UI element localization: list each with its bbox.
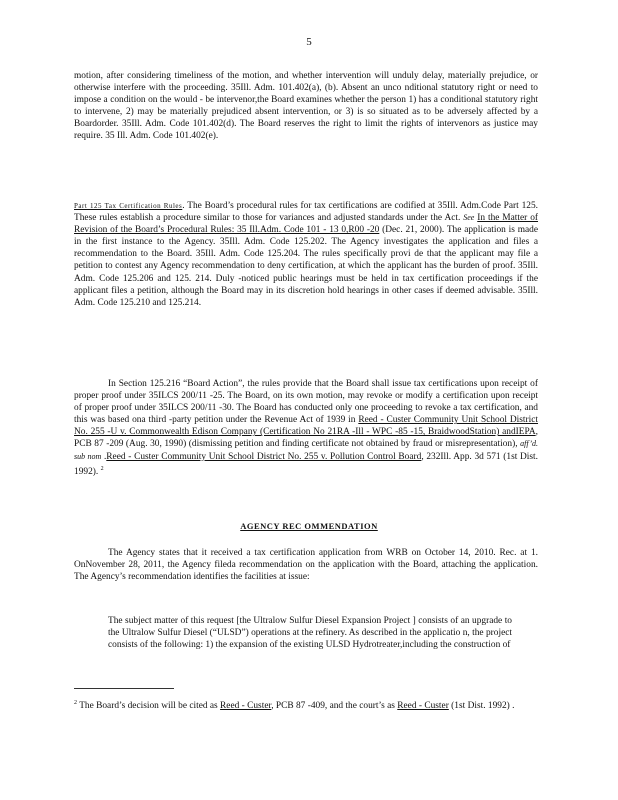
footnote: [74, 697, 538, 712]
paragraph-intervention: [74, 70, 538, 143]
section-heading-agency-recommendation: [0, 521, 618, 531]
paragraph-text: motion, after considering timeliness of the motion, and whether intervention will unduly delay, materially prejudice, or otherwise interfere with the proceeding. 35Ill. Adm. 101.402(a), (b). Absent an unco nditional statutory right or need to impose a condition on the would - be intervenor,the Board examines whether the person 1) has a conditional statutory right to intervene, 2) may be materially prejudiced absent intervention, or 3) is so situated as to be adversely affected by a Boardorder. 35Ill. Adm. Code 101.402(d). The Board reserves the right to limit the rights of intervenors as justice may require. 35 Ill. Adm. Code 101.402(e).: [74, 71, 538, 142]
case-citation-reed-custer: Reed - Custer Community Unit School District No. 255 -U v. Commonwealth Edison Company (Certification No 21RA -Ill - WPC -85 -15, BraidwoodStation) andIEPA: [74, 415, 539, 438]
paragraph-agency-states: [74, 547, 538, 583]
footnote-reference: 2: [100, 465, 104, 472]
footnote-text: The Board’s decision will be cited as: [79, 701, 218, 712]
paragraph-board-action: [74, 378, 538, 478]
paragraph-text: , 232Ill. App. 3d 571 (1st Dist. 1992).: [74, 451, 539, 477]
paragraph-text: , PCB 87 -209 (Aug. 30, 1990) (dismissing petition and finding certificate not obtained by fraud or misrepresentation),: [74, 427, 538, 450]
paragraph-part-125: [74, 200, 538, 309]
paragraph-text: The Agency states that it received a tax certification application from WRB on October 14, 2010. Rec. at 1. OnNovember 28, 2011, the Agency fileda recommendation on the application with the Board, attaching the application. The Agency’s recommendation identifies the facilities at issue:: [74, 548, 538, 583]
case-citation-reed-custer-pcb: Reed - Custer Community Unit School District No. 255 v. Pollution Control Board: [106, 451, 422, 462]
footnote-divider: [74, 688, 174, 689]
quote-text: The subject matter of this request [the Ultralow Sulfur Diesel Expansion Project ] consists of an upgrade to the Ultralow Sulfur Diesel (“ULSD”) operations at the refinery. As described in the applicatio n, the project consists of the following: 1) the expansion of the existing ULSD Hydrotreater,including the construction of: [108, 616, 512, 651]
signal-see: See: [463, 213, 475, 223]
paragraph-text: (Dec. 21, 2000). The application is made in the first instance to the Agency. 35Ill. Adm. Code 125.202. The Agency investigates the application and files a recommendation to the Board. 35Ill. Adm. Code 125.204. The rules specifically provi de that the applicant may file a petition to contest any Agency recommendation to deny certification, at which the applicant has the burden of proof. 35Ill. Adm. Code 125.206 and 125. 214. Duly -noticed public hearings must be held in tax certification proceedings if the applicant files a petition, although the Board may in its discretion hold hearings in other cases if deemed advisable. 35Ill. Adm. Code 125.210 and 125.214.: [74, 225, 539, 308]
footnote-mark: 2: [74, 700, 77, 706]
footnote-text: , PCB 87 -409, and the court’s as: [271, 701, 395, 712]
footnote-citation: Reed - Custer: [397, 701, 449, 712]
section-heading-part-125: Part 125 Tax Certification Rules: [74, 202, 183, 210]
signal-affd: aff’d. sub nom: [74, 439, 538, 461]
page-number: 5: [306, 36, 312, 48]
footnote-citation: Reed - Custer: [220, 701, 272, 712]
heading-text: AGENCY REC OMMENDATION: [240, 521, 378, 531]
block-quote: [108, 615, 512, 651]
paragraph-text: In Section 125.216 “Board Action”, the rules provide that the Board shall issue tax certifications upon receipt of proper proof under 35ILCS 200/11 -25. The Board, on its own motion, may revoke or modify a certification upon receipt of proper proof under 35ILCS 200/11 -30. The Board has conducted only one proceeding to revoke a tax certification, and this was based ona third -party petition under the Revenue Act of 1939 in: [74, 379, 538, 426]
case-citation: In the Matter of Revision of the Board’s Procedural Rules: 35 Ill.Adm. Code 101 - 13 0,R00 -20: [74, 213, 539, 236]
footnote-text: (1st Dist. 1992) .: [451, 701, 515, 712]
paragraph-text: .: [103, 451, 107, 462]
paragraph-text: . The Board’s procedural rules for tax certifications are codified at 35Ill. Adm.Code Part 125. These rules establish a procedure similar to those for variances and adjusted standards under the Act.: [74, 201, 538, 224]
